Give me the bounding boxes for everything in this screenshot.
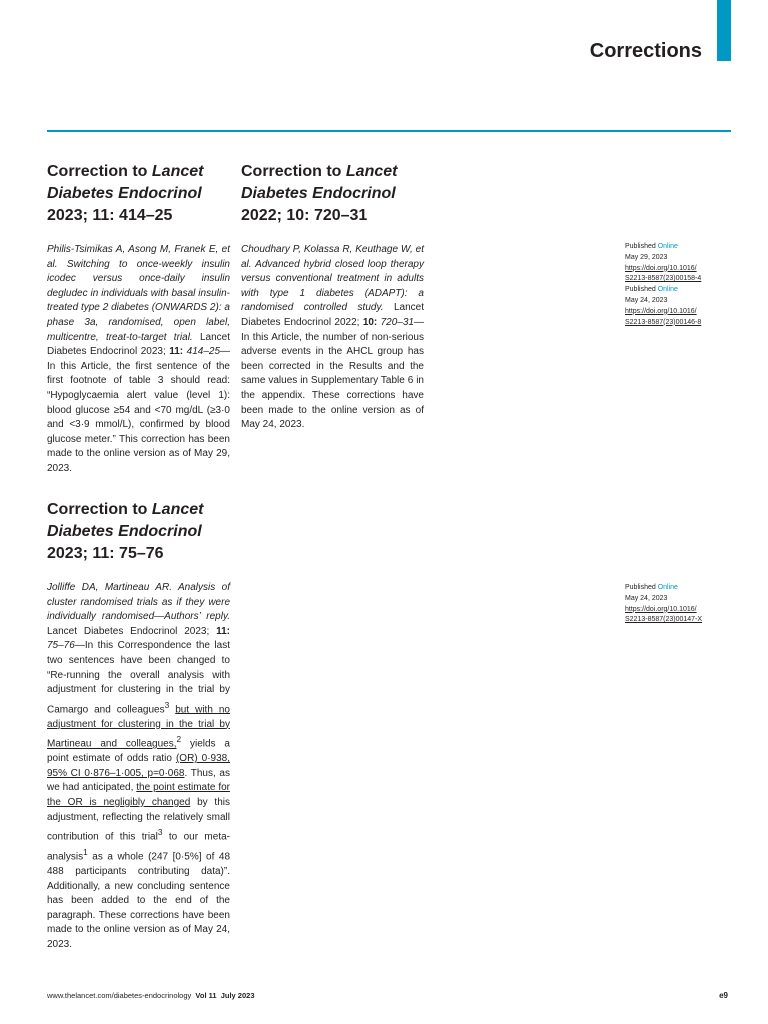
publication-note: Published Online May 24, 2023 https://doi.org/10.1016/ S2213-8587(23)00147-X [625,583,735,626]
doi-link[interactable]: https://doi.org/10.1016/ S2213-8587(23)00146-8 [625,307,702,326]
doi-link[interactable]: https://doi.org/10.1016/ S2213-8587(23)00158-4 [625,264,702,283]
article-body: Choudhary P, Kolassa R, Keuthage W, et al. Advanced hybrid closed loop therapy versus conventional treatment in adults with type 1 diabetes (ADAPT): a randomised controlled study. Lancet Diabetes Endocrinol 2022; 10: 720–31—In this Article, the number of non-serious adverse events in the AHCL group has been corrected in the Results and the same values in Supplementary Table 6 in the appendix. These corrections have been made to the online version as of May 24, 2023. [241,244,424,431]
header-accent-bar [717,0,731,61]
article-title: Correction to Lancet Diabetes Endocrinol 2023; 11: 75–76 [47,501,204,562]
article-body: Philis-Tsimikas A, Asong M, Franek E, et al. Switching to once-weekly insulin icodec versus once-daily insulin degludec in individuals with basal insulin-treated type 2 diabetes (ONWARDS 2): a phase 3a, randomised, open label, multicentre, treat-to-target trial. Lancet Diabetes Endocrinol 2023; 11: 414–25—In this Article, the first sentence of the first footnote of table 3 should read: “Hypoglycaemia alert value (level 1): blood glucose ≥54 and <70 mg/dL (≥3·0 and <3·9 mmol/L), confirmed by blood glucose meter.” This correction has been made to the online version as of May 29, 2023. [47,244,231,474]
footer-site-link[interactable]: www.thelancet.com/diabetes-endocrinology [47,991,192,1000]
header-rule [47,130,731,132]
article-body: Jolliffe DA, Martineau AR. Analysis of cluster randomised trials as if they were individually randomised—Authors’ reply. Lancet Diabetes Endocrinol 2023; 11: 75–76—In this Correspondence the last two sentences have been changed to “Re-running the overall analysis with adjustment for clustering in the trial by Camargo and colleagues$^3$ but with no adjustment for clustering in the trial by Martineau and colleagues,$^2$ yields a point estimate of odds ratio (OR) 0·938, 95% CI 0·876–1·005, p=0·068. Thus, as we had anticipated, the point estimate for the OR is negligibly changed by this adjustment, reflecting the relatively small contribution of this trial$^3$ to our meta-analysis$^1$ as a whole (247 [0·5%] of 48 488 participants contributing data)”. Additionally, a new concluding sentence has been added to the end of the paragraph. These corrections have been made to the online version as of May 24, 2023. [47,582,230,950]
publication-note: Published Online May 24, 2023 https://doi.org/10.1016/ S2213-8587(23)00146-8 [625,285,735,328]
publication-note-group-2 [625,583,735,626]
correction-article-2 [241,161,424,433]
publication-note: Published Online May 29, 2023 https://doi.org/10.1016/ S2213-8587(23)00158-4 [625,242,735,285]
correction-article-3 [47,499,230,953]
doi-link[interactable]: https://doi.org/10.1016/ S2213-8587(23)00147-X [625,605,703,624]
section-title: Corrections [589,40,702,62]
article-title: Correction to Lancet Diabetes Endocrinol 2022; 10: 720–31 [241,163,398,224]
page-footer: www.thelancet.com/diabetes-endocrinology Vol 11 July 2023 [47,991,255,1000]
page-number: e9 [719,991,728,1000]
publication-note-group-1 [625,242,735,328]
article-title: Correction to Lancet Diabetes Endocrinol 2023; 11: 414–25 [47,163,204,224]
correction-article-1 [47,161,230,477]
